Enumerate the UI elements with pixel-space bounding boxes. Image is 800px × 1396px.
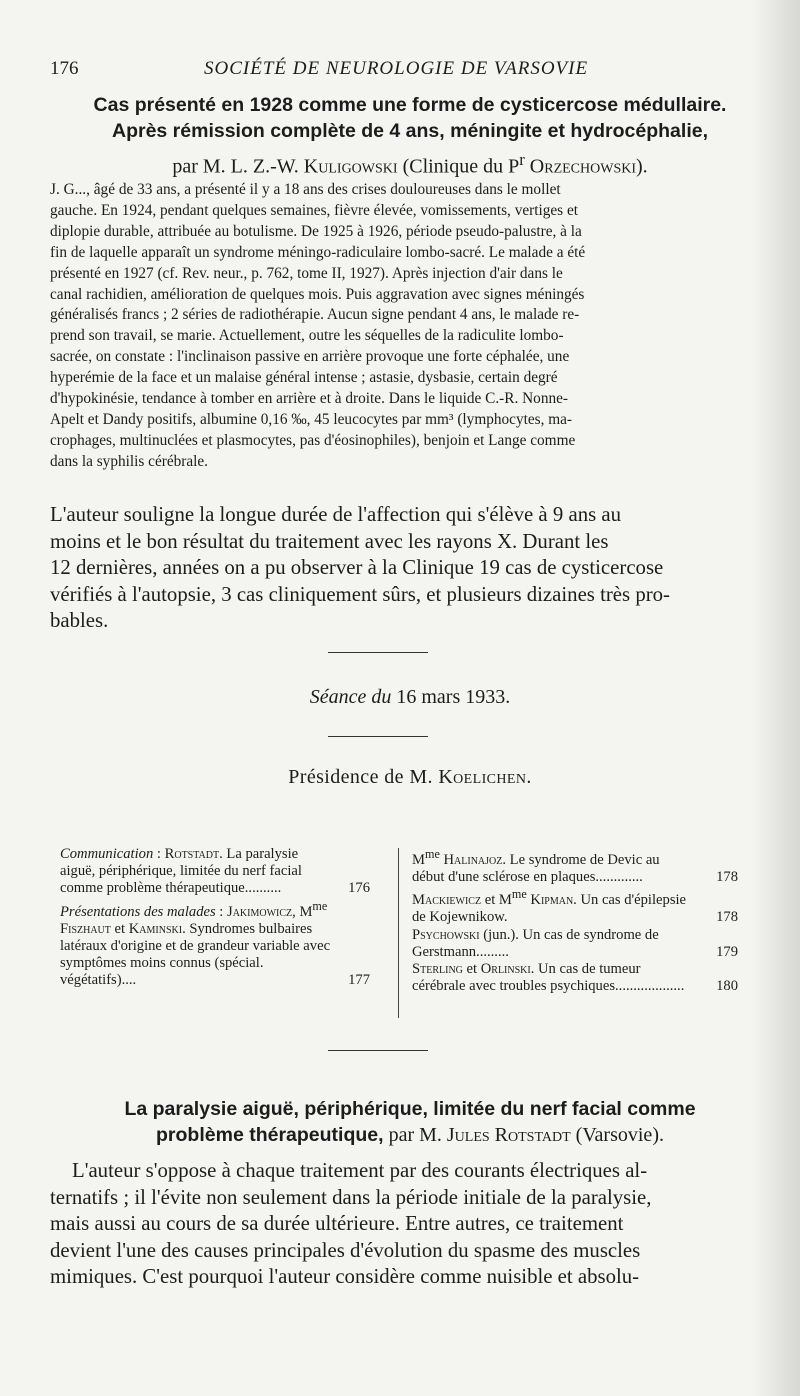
author-clinic: Orzechowski <box>529 155 636 178</box>
article2-byline-prefix: par M. <box>383 1124 447 1146</box>
toc-page-number: 177 <box>348 972 370 989</box>
article2-line: mais aussi au cours de sa durée ultérieure. Entre autres, ce traitement <box>50 1212 624 1236</box>
article1-title-line1: Cas présenté en 1928 comme une forme de cysticercose médullaire. <box>93 94 727 116</box>
article1-title-line2: Après rémission complète de 4 ans, méningite et hydrocéphalie, <box>111 120 709 142</box>
toc-title: . Un cas de tumeur cérébrale avec troubles psychiques <box>412 960 641 995</box>
toc-page-number: 179 <box>716 943 738 960</box>
toc-sep-text: : <box>215 903 228 920</box>
case-line: dans la syphilis cérébrale. <box>50 452 209 470</box>
toc-column-divider <box>398 848 399 1018</box>
case-line: prend son travail, se marie. Actuellement, outre les séquelles de la radiculite lombo- <box>50 327 564 345</box>
toc-page-number: 176 <box>348 880 370 897</box>
session-heading <box>50 686 770 709</box>
case-line: diplopie durable, attribuée au botulisme. De 1925 à 1926, période pseudo-palustre, à la <box>50 222 582 240</box>
toc-text: M <box>412 851 425 868</box>
toc-page-number: 178 <box>716 869 738 886</box>
section-rule <box>328 1050 428 1051</box>
toc-author: Mackiewicz <box>412 892 482 909</box>
running-title: SOCIÉTÉ DE NEUROLOGIE DE VARSOVIE <box>204 58 589 79</box>
article2-title-line1: La paralysie aiguë, périphérique, limitée du nerf facial comme <box>124 1098 696 1120</box>
case-line: canal rachidien, amélioration de quelques mois. Puis aggravation avec signes méningés <box>50 285 585 303</box>
section-rule <box>328 652 428 653</box>
toc-title: . La paralysie aiguë, périphérique, limitée du nerf facial comme problème thérapeutique <box>60 846 302 897</box>
article2-line: mimiques. C'est pourquoi l'auteur considère comme nuisible et absolu- <box>50 1265 640 1289</box>
session-date: 16 mars 1933. <box>396 686 511 708</box>
page-number: 176 <box>50 58 79 79</box>
toc-author: Rotstadt <box>164 846 220 862</box>
comment-line: 12 dernières, années on a pu observer à la Clinique 19 cas de cysticercose <box>50 556 664 580</box>
toc-author: Halinajoz <box>439 851 503 868</box>
article2-title-line2 <box>50 1122 770 1148</box>
case-line: sacrée, on constate : l'inclinaison passive en arrière provoque une forte céphalée, une <box>50 348 570 366</box>
toc-entry: Communication : Rotstadt. La paralysie aiguë, périphérique, limitée du nerf facial comme problème thérapeutique.......... 176 <box>60 846 370 897</box>
presidency-line <box>50 766 770 789</box>
article2-text <box>50 1158 750 1291</box>
comment-line: vérifiés à l'autopsie, 3 cas cliniquement sûrs, et plusieurs dizaines très pro- <box>50 582 670 606</box>
comment-line: bables. <box>50 609 109 633</box>
comment-line: moins et le bon résultat du traitement avec les rayons X. Durant les <box>50 529 609 553</box>
toc-text: et <box>110 920 129 937</box>
toc-title: (jun.). Un cas de syndrome de Gerstmann <box>412 926 659 960</box>
toc-author: Fiszhaut <box>60 920 111 937</box>
author-end: ). <box>636 155 648 178</box>
president-name: Koelichen. <box>438 766 532 788</box>
author-comment <box>50 502 750 635</box>
article2-line: L'auteur s'oppose à chaque traitement par des courants électriques al- <box>72 1159 648 1182</box>
running-header <box>50 58 750 80</box>
toc-sep-text: : <box>153 846 165 862</box>
article2-title-bold: problème thérapeutique, <box>156 1124 384 1146</box>
toc-entry: Sterling et Orlinski. Un cas de tumeur cérébrale avec troubles psychiques................... 180 <box>412 960 738 995</box>
author-name: Kuligowski <box>303 155 398 178</box>
case-line: gauche. En 1924, pendant quelques semaines, fièvre élevée, vomissements, vertiges et <box>50 201 578 219</box>
toc-sup: me <box>511 887 527 902</box>
comment-line: L'auteur souligne la longue durée de l'affection qui s'élève à 9 ans au <box>50 503 622 526</box>
toc-title: . Un cas d'épilepsie de Kojewnikow <box>412 892 687 926</box>
case-line: fin de laquelle apparaît un syndrome méningo-radiculaire lombo-sacré. Le malade a été <box>50 243 586 261</box>
toc-sup: me <box>312 898 328 913</box>
case-report <box>50 180 750 473</box>
toc-entry: $M^{me}$ Halinajoz. Le syndrome de Devic au début d'une sclérose en plaques............. 178 <box>412 847 738 886</box>
case-line: J. G..., âgé de 33 ans, a présenté il y a 18 ans des crises douloureuses dans le mollet <box>50 181 561 198</box>
toc-author: Psychowski <box>412 926 480 943</box>
author-prefix: par M. L. Z.-W. <box>172 155 304 178</box>
case-line: d'hypokinésie, tendance à tomber en arrière et à droite. Dans le liquide C.-R. Nonne- <box>50 390 568 408</box>
toc-kind: Présentations des malades <box>60 903 216 920</box>
toc-kind: Communication <box>60 846 154 862</box>
toc-title: . Syndromes bulbaires latéraux d'origine et de grandeur variable avec symptômes moins connus (spécial. végétatifs) <box>60 920 331 989</box>
toc-title: . Le syndrome de Devic au début d'une sclérose en plaques <box>412 851 660 886</box>
toc-text: , M <box>292 903 313 920</box>
article1-author <box>50 147 770 180</box>
toc-left-column <box>60 846 370 989</box>
toc-page-number: 180 <box>716 978 738 995</box>
article2-line: devient l'une des causes principales d'évolution du spasme des muscles <box>50 1238 641 1262</box>
session-label: Séance du <box>309 686 392 708</box>
toc-page-number: 178 <box>716 909 738 926</box>
article2-affiliation: (Varsovie). <box>570 1124 664 1146</box>
toc-text: et <box>462 960 481 977</box>
toc-text: et M <box>481 892 512 909</box>
toc-sup: me <box>424 847 440 861</box>
case-line: crophages, multinuclées et plasmocytes, pas d'éosinophiles), benjoin et Lange comme <box>50 431 576 449</box>
toc-entry: Présentations des malades : Jakimowicz, $M^{me}$ Fiszhaut et Kaminski. Syndromes bulbaires latéraux d'origine et de grandeur variable avec symptômes moins connus (spécial. végétatifs).... 177 <box>60 898 370 989</box>
case-line: présenté en 1927 (cf. Rev. neur., p. 762, tome II, 1927). Après injection d'air dans le <box>50 264 563 282</box>
toc-entry: Psychowski (jun.). Un cas de syndrome de Gerstmann......... 179 <box>412 926 738 960</box>
toc-author: Jakimowicz <box>227 903 293 920</box>
article2-line: ternatifs ; il l'évite non seulement dans la période initiale de la paralysie, <box>50 1185 652 1209</box>
article2-author: Jules Rotstadt <box>446 1124 571 1146</box>
author-clinic-prefix: (Clinique du P <box>397 155 520 178</box>
author-sup: r <box>519 150 525 169</box>
case-line: Apelt et Dandy positifs, albumine 0,16 ‰, 45 leucocytes par mm³ (lymphocytes, ma- <box>50 410 573 428</box>
case-line: généralisés francs ; 2 séries de radiothérapie. Aucun signe pendant 4 ans, le malade re- <box>50 306 580 324</box>
case-line: hyperémie de la face et un malaise général intense ; astasie, dysbasie, certain degré <box>50 369 558 387</box>
toc-author: Orlinski <box>480 960 531 977</box>
toc-author: Kipman <box>526 892 574 909</box>
toc-author: Sterling <box>412 960 463 977</box>
section-rule <box>328 736 428 737</box>
presidency-label: Présidence de M. <box>288 766 439 788</box>
toc-right-column <box>412 846 738 995</box>
toc-entry: Mackiewicz et $M^{me}$ Kipman. Un cas d'épilepsie de Kojewnikow. 178 <box>412 887 738 926</box>
toc-author: Kaminski <box>128 920 183 937</box>
